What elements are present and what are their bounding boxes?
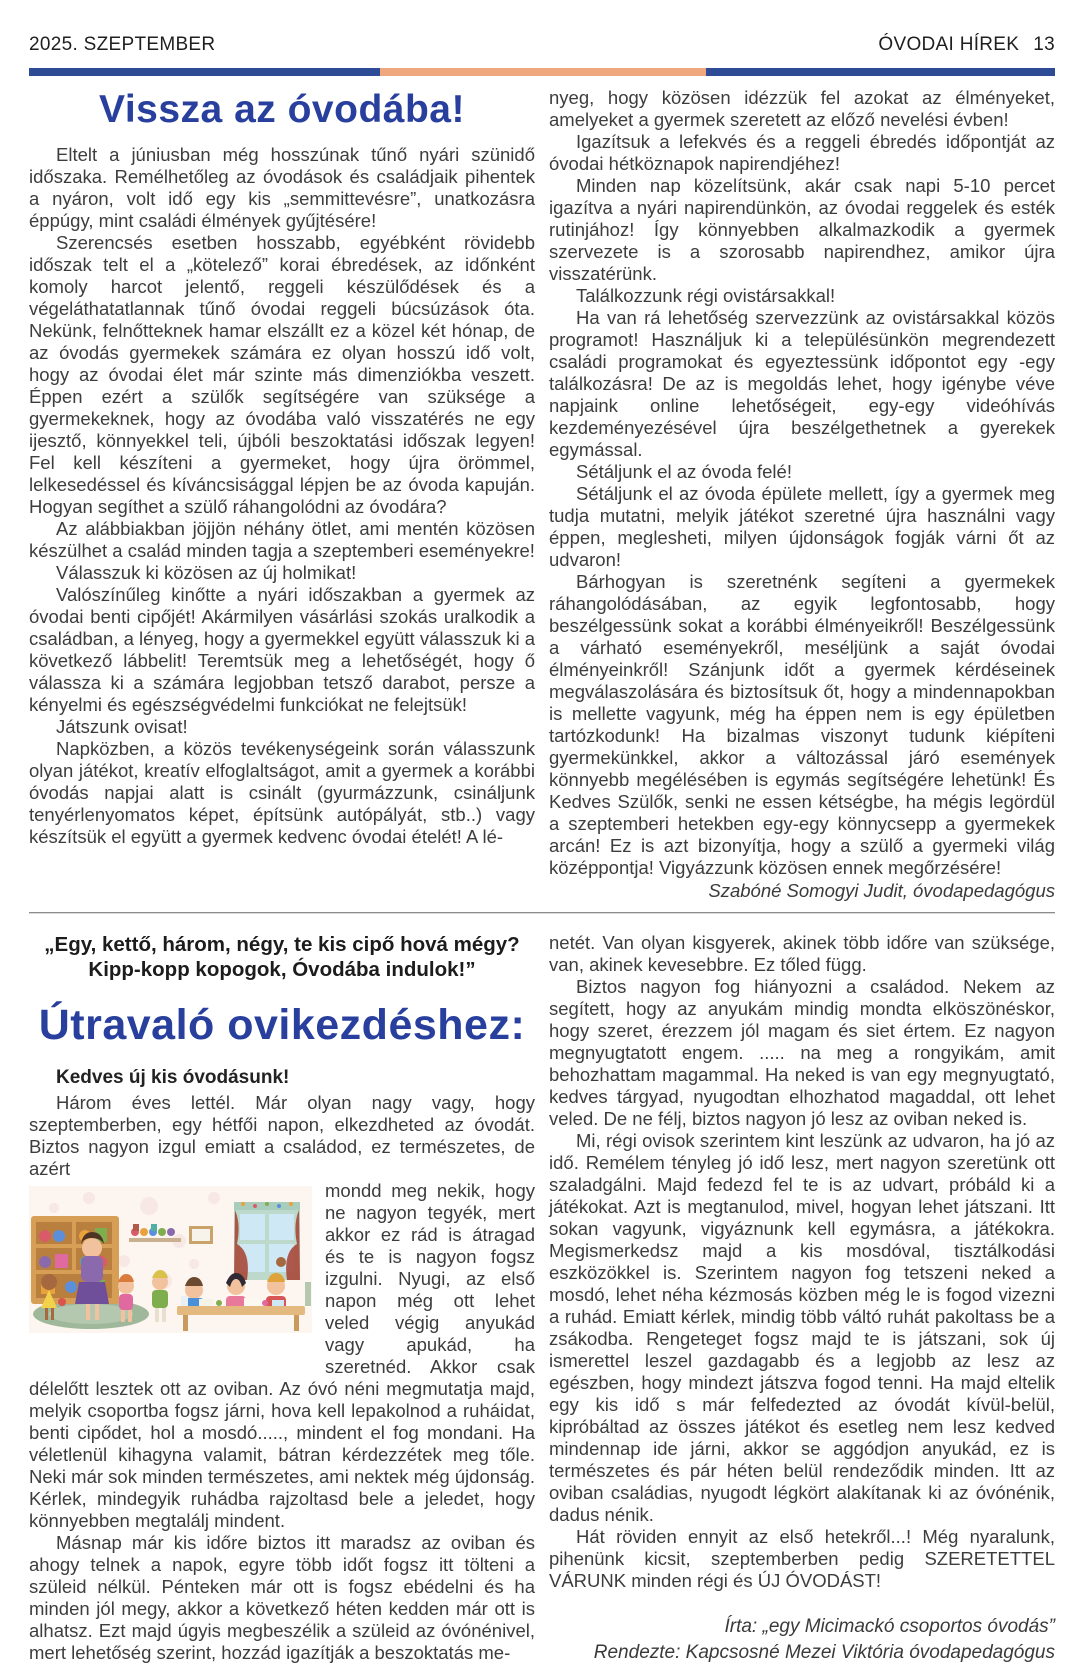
issue-date: 2025. SZEPTEMBER xyxy=(29,34,216,55)
paragraph: Az alábbiakban jöjjön néhány ötlet, ami mentén közösen készülhet a család minden tagja a szeptemberi eseményekre! xyxy=(29,518,535,561)
article1-byline: Szabóné Somogyi Judit, óvodapedagógus xyxy=(708,880,1055,901)
paragraph: Sétáljunk el az óvoda épülete mellett, így a gyermek meg tudja mutatni, melyik játékot szeretné újra használni vagy éppen, meglesheti, milyen újdonságok fogják várni őt az udvaron! xyxy=(549,483,1055,570)
classroom-illustration xyxy=(29,1186,312,1333)
article2-greeting: Kedves új kis óvodásunk! xyxy=(56,1067,290,1088)
article2-byline-editor: Rendezte: Kapcsosné Mezei Viktória óvodapedagógus xyxy=(593,1642,1055,1663)
paragraph: Mi, régi ovisok szerintem kint leszünk az udvaron, ha jó az idő. Remélem tényleg jó idő lesz, mert nagyon szeretünk ott szaladgálni. Majd fedezd fel te is az udvart, próbáld ki a játékokat. Azt is megtanulod, mivel, hogyan lehet játszani. Itt sokan vagyunk, vigyáznunk kell egymásra, a játékokra. Megismerkedsz majd a kis mosdóval, tisztálkodási eszközökkel is. Szerintem nagyon fog tetszeni neked a mosdó, lehet néha kézmosás közben még le is fogod vizezni a ruhád. Emiatt kérlek, mindig több váltó ruhát pakoltass be a zsákodba. Rengeteget fogsz majd te is játszani, sok új ismerettel leszel gazdagabb és a legjobb az lesz az egészben, hogy mindezt játszva fogod tenni. Ha majd eltelik egy kis idő s már felfedezted az óvodát kívül-belül, kipróbáltad az összes játékot és esetleg nem lesz kedved mindennap ide járni, akkor se aggódjon anyukád, ez is természetes és pár héten belül rendeződik minden. Itt az oviban családias, nyugodt légkört alakítanak ki az óvónénik, dadus nénik. xyxy=(549,1130,1055,1525)
paragraph: Másnap már kis időre biztos itt maradsz az oviban és ahogy telnek a napok, egyre több időt fogsz itt tölteni a szüleid nélkül. Pénteken már ott is fogsz ebédelni és ha minden jól megy, akkor a következő héten kedden már ott is alhatsz. Ezt majd úgyis megbeszélik a szüleid az óvónénivel, mert lehetőség szerint, hozzád igazítják a beszoktatás me- xyxy=(29,1532,535,1663)
paragraph: Találkozzunk régi ovistársakkal! xyxy=(576,285,836,306)
paragraph: Napközben, a közös tevékenységeink során válasszunk olyan játékot, kreatív elfoglaltságot, amit a gyermek a korábbi óvodás napjai alatt is csinált (gyurmázzunk, csináljunk tenyérlenyomatos képet, építsünk autópályát, stb..) vagy készítsük el együtt a gyermek kedvenc óvodai ételét! A lé- xyxy=(29,738,535,847)
paragraph: Valószínűleg kinőtte a nyári időszakban a gyermek az óvodai benti cipőjét! Akármilyen vásárlási szokás uralkodik a családban, a lényeg, hogy a gyermekkel együtt válasszuk ki a következő lábbelit! Teremtsük meg a lehetőségét, hogy ő válassza ki a számára legjobban tetsző darabot, persze a kényelmi és egészségvédelmi funkciókat ne felejtsük! xyxy=(29,584,535,715)
paragraph: Biztos nagyon fog hiányozni a családod. Nekem az segített, hogy az anyukám mindig mondta elköszönéskor, hogy szeret, érezzem jól magam és siet értem. Ez nagyon megnyugtatott engem. ..... na meg a rongyikám, amit behozhattam magammal. Ha neked is van egy megnyugtató, kedves tárgyad, nyugodtan elhozhatod magaddal, ott lehet veled. De ne félj, biztos nagyon jó lesz az oviban neked is. xyxy=(549,976,1055,1129)
paragraph: Hát röviden ennyit az első hetekről...! Még nyaralunk, pihenünk kicsit, szeptemberben pedig SZERETETTEL VÁRUNK minden régi és ÚJ ÓVODÁST! xyxy=(549,1526,1055,1591)
quote-line: Kipp-kopp kopogok, Óvodába indulok!” xyxy=(88,958,476,981)
article1-right-column xyxy=(549,87,1055,902)
paragraph: Szerencsés esetben hosszabb, egyébként rövidebb időszak telt el a „kötelező” korai ébredések, az időnként komoly harcot jelentő, reggeli készülődések és a végeláthatatlannak tűnő óvodai reggeli búcsúzások óta. Nekünk, felnőtteknek hamar elszállt ez a közel két hónap, de az óvodás gyermekek számára ez olyan hosszú idő volt, hogy az óvodai élet már szinte más dimenziókba veszett. Éppen ezért a szülők segítségére van szüksége a gyermekeknek, hogy az óvodába való visszatérés ne egy ijesztő, könnyekkel teli, újbóli beszoktatási időszak legyen! Fel kell készíteni a gyermeket, hogy újra örömmel, lelkesedéssel és kíváncsisággal lépjen be az óvoda kapuján. Hogyan segíthet a szülő ráhangolódni az óvodára? xyxy=(29,232,535,517)
quote-line: „Egy, kettő, három, négy, te kis cipő hová mégy? xyxy=(44,933,520,956)
paragraph: Válasszuk ki közösen az új holmikat! xyxy=(56,562,357,583)
paragraph: nyeg, hogy közösen idézzük fel azokat az élményeket, amelyeket a gyermek szeretett az előző nevelési évben! xyxy=(549,87,1055,130)
header-rule-salmon xyxy=(380,68,706,76)
paragraph: Ha van rá lehetőség szervezzünk az ovistársakkal közös programot! Használjuk ki a településünkön megrendezett családi programokat és egyeztessünk időpontot egy -egy találkozásra! De az is megoldás lehet, hogy igénybe véve napjaink online lehetőségeit, egy-egy videóhívás kezdeményezésével újra beszélgethetnek a gyerekek egymással. xyxy=(549,307,1055,460)
publication-title: ÓVODAI HÍREK xyxy=(878,34,1020,55)
paragraph: Igazítsuk a lefekvés és a reggeli ébredés időpontját az óvodai hétköznapok napirendjéhez! xyxy=(549,131,1055,174)
paragraph: Játszunk ovisat! xyxy=(56,716,188,737)
paragraph: netét. Van olyan kisgyerek, akinek több időre van szüksége, van, akinek kevesebbre. Ez tőled függ. xyxy=(549,932,1055,975)
header-right xyxy=(878,34,1055,56)
section-divider xyxy=(29,912,1055,914)
header-rule-navy-left xyxy=(29,68,380,76)
page-header xyxy=(29,0,1055,56)
paragraph: Bárhogyan is szeretnénk segíteni a gyermekek ráhangolódásában, az egyik legfontosabb, hogy beszélgessünk sokat a korábbi élményeikről! Beszélgessünk a várható eseményekről, meséljünk a saját óvodai élményeinkről! Szánjunk időt a gyermek kérdéseinek megválaszolására és biztosítsuk őt, hogy a mindennapokban is mellette vagyunk, még ha éppen nem is egy épületben tartózkodunk! Ha bizalmas viszonyt tudunk kiépíteni gyermekünkkel, akkor a változással járó események könnyebb megélésében is egymás segítségére lehetünk! És Kedves Szülők, senki ne essen kétségbe, ha mégis legördül a szeptemberi hetekben egy-egy könnycsepp a gyermekek arcán! Ez is azt bizonyítja, hogy a szülő a gyermeki világ középpontja! Vigyázzunk közösen ennek megőrzésére! xyxy=(549,571,1055,878)
article-back-to-kindergarten xyxy=(29,87,1055,902)
paragraph: Minden nap közelítsünk, akár csak napi 5-10 percet igazítva a nyári napirendünkön, az óvodai reggelek és esték rutinjához! Így könnyebben alkalmazkodik a gyermek szervezete is a szorosabb napirendhez, amikor újra visszatérünk. xyxy=(549,175,1055,284)
article2-left-column xyxy=(29,932,535,1666)
article1-left-column xyxy=(29,87,535,902)
paragraph: Eltelt a júniusban még hosszúnak tűnő nyári szünidő időszaka. Remélhetőleg az óvodások és családjaik pihentek a nyáron, volt idő egy kis „semmittevésre”, unatkozásra éppúgy, mint családi élmények gyűjtésére! xyxy=(29,144,535,231)
nursery-rhyme-quote xyxy=(29,932,535,982)
article-road-to-kindergarten xyxy=(29,932,1055,1666)
paragraph-with-illustration xyxy=(29,1180,535,1532)
header-rule xyxy=(29,68,1055,76)
article1-title: Vissza az óvodába! xyxy=(99,88,465,131)
paragraph-text: mondd meg nekik, hogy ne nagyon tegyék, mert akkor ez rád is átragad és te is nagyon fogsz izgulni. Nyugi, az első napon még ott lehet veled végig anyukád vagy apukád, ha szeretnéd. Akkor csak délelőtt lesztek ott az oviban. Az óvó néni megmutatja majd, melyik csoportba fogsz járni, hova kell lepakolnod a ruháidat, benti cipődet, hol a mosdó....., mindent el fog mondani. Ha véletlenül kihagyna valamit, bátran kérdezzétek meg tőle. Neki már sok minden természetes, ami nektek még újdonság. Kérlek, mindegyik ruhádba rajzoltasd bele a jeledet, hogy könnyebben megtalálj mindent. xyxy=(29,1180,535,1531)
article2-right-column xyxy=(549,932,1055,1666)
paragraph: Sétáljunk el az óvoda felé! xyxy=(576,461,792,482)
header-rule-navy-right xyxy=(706,68,1055,76)
article2-credits xyxy=(549,1614,1055,1666)
article2-byline-author: Írta: „egy Micimackó csoportos óvodás” xyxy=(724,1616,1055,1637)
window xyxy=(234,1202,300,1280)
paragraph: Három éves lettél. Már olyan nagy vagy, hogy szeptemberben, egy hétfői napon, elkezdheted az óvodát. Biztos nagyon izgul emiatt a családod, ez természetes, de azért xyxy=(29,1092,535,1179)
article2-title: Útravaló ovikezdéshez: xyxy=(38,1001,526,1049)
page-number: 13 xyxy=(1033,34,1055,55)
